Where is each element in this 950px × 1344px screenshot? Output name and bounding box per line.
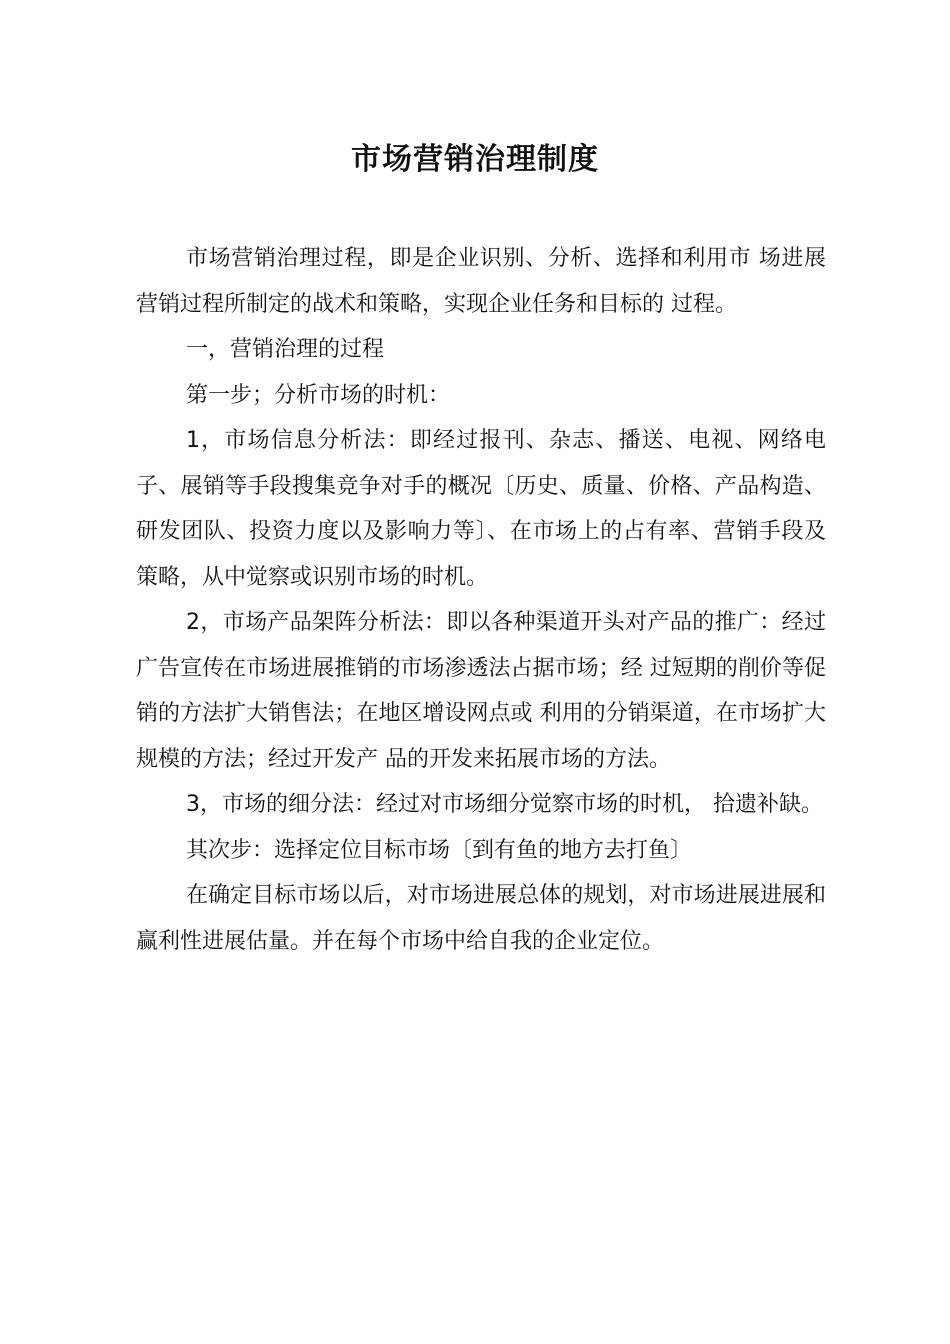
- section-heading-process: 一，营销治理的过程: [186, 337, 385, 362]
- paragraph-method-3: 3，市场的细分法：经过对市场细分觉察市场的时机， 拾遗补缺。: [186, 792, 823, 817]
- paragraph-method-1: 1，市场信息分析法：即经过报刊、杂志、播送、电视、网络电子、展销等手段搜集竞争对手的概况〔历史、质量、价格、产品构造、研发团队、投资力度以及影响力等〕、在市场上的占有率、营销手段及策略，从中觉察或识别市场的时机。: [136, 428, 826, 590]
- document-body: [136, 236, 826, 964]
- step-two-heading: 其次步：选择定位目标市场〔到有鱼的地方去打鱼〕: [186, 837, 693, 863]
- paragraph-intro: 市场营销治理过程，即是企业识别、分析、选择和利用市 场进展营销过程所制定的战术和策略，实现企业任务和目标的 过程。: [136, 246, 826, 317]
- paragraph-method-2: 2，市场产品架阵分析法：即以各种渠道开头对产品的推广：经过广告宣传在市场进展推销的市场渗透法占据市场；经 过短期的削价等促销的方法扩大销售法；在地区增设网点或 利用的分销渠道，在市场扩大规模的方法；经过开发产 品的开发来拓展市场的方法。: [136, 610, 826, 772]
- step-one-heading: 第一步；分析市场的时机：: [186, 382, 451, 408]
- page-title: 市场营销治理制度: [351, 142, 599, 177]
- paragraph-target-market: 在确定目标市场以后，对市场进展总体的规划，对市场进展进展和赢利性进展估量。并在每个市场中给自我的企业定位。: [136, 883, 826, 954]
